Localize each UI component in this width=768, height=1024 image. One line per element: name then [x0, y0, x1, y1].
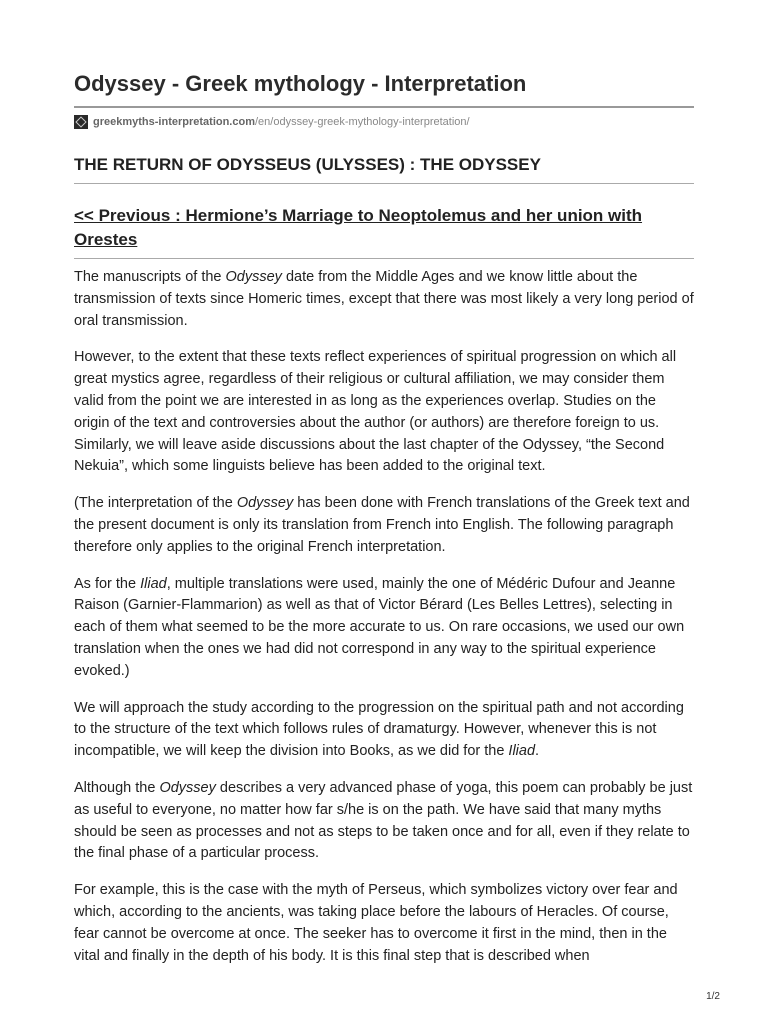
- paragraph-text: We will approach the study according to the progression on the spiritual path and not according to the structure of the text which follows rules of dramaturgy. However, whenever this is not incompatible, we will keep the division into Books, as we did for the: [74, 699, 684, 760]
- italic-title: Iliad: [140, 575, 167, 592]
- paragraph-text: , multiple translations were used, mainly the one of Médéric Dufour and Jeanne Raison (Garnier-Flammarion) as well as that of Victor Bérard (Les Belles Lettres), selecting in each of them what seemed to be the more accurate to us. On rare occasions, we used our own translation when the ones we had did not correspond in any way to the spiritual experience evoked.): [74, 575, 685, 679]
- body-text: [74, 267, 694, 967]
- source-path[interactable]: /en/odyssey-greek-mythology-interpretation/: [254, 116, 470, 128]
- italic-title: Odyssey: [236, 495, 294, 512]
- body-paragraph: [74, 267, 694, 332]
- body-paragraph: [74, 347, 694, 478]
- source-domain[interactable]: greekmyths-interpretation.com: [93, 116, 255, 128]
- paragraph-text: The manuscripts of the: [74, 269, 226, 285]
- body-paragraph: [74, 493, 694, 558]
- italic-title: Odyssey: [225, 269, 282, 285]
- italic-title: Odyssey: [159, 779, 216, 796]
- source-line[interactable]: [74, 113, 694, 131]
- paragraph-text: describes a very advanced phase of yoga, this poem can probably be just as useful to everyone, no matter how far s/he is on the path. We have said that many myths should be seen as processes and not as steps to be taken once and for all, even if they relate to the final phase of a particular process.: [74, 779, 693, 862]
- document-page: [74, 68, 694, 967]
- paragraph-text: As for the: [74, 575, 141, 592]
- body-paragraph: [74, 698, 694, 763]
- paragraph-text: has been done with French translations of the Greek text and the present document is only its translation from French into English. The following paragraph therefore only applies to the original French interpretation.: [74, 495, 690, 555]
- paragraph-text: However, to the extent that these texts reflect experiences of spiritual progression on which all great mystics agree, regardless of their religious or cultural affiliation, we may consider them valid from the point we are interested in as long as the experiences overlap. Studies on the origin of the text and controversies about the author (or authors) are therefore foreign to us. Similarly, we will leave aside discussions about the last chapter of the Odyssey, “the Second Nekuia”, which some linguists believe has been added to the original text.: [74, 349, 677, 475]
- body-paragraph: [74, 880, 694, 967]
- paragraph-text: .: [535, 743, 540, 760]
- page-title: Odyssey - Greek mythology - Interpretation: [74, 68, 694, 108]
- paragraph-text: (The interpretation of the: [74, 495, 237, 512]
- paragraph-text: Although the: [74, 779, 160, 796]
- previous-heading: [74, 204, 694, 259]
- italic-title: Iliad: [508, 743, 536, 760]
- site-favicon-icon: [74, 115, 88, 129]
- previous-link[interactable]: << Previous : Hermione’s Marriage to Neoptolemus and her union with Orestes: [74, 206, 643, 249]
- body-paragraph: [74, 778, 694, 865]
- section-heading: THE RETURN OF ODYSSEUS (ULYSSES) : THE ODYSSEY: [74, 153, 694, 184]
- page-indicator: 1/2: [706, 991, 720, 1002]
- body-paragraph: [74, 574, 694, 683]
- paragraph-text: For example, this is the case with the myth of Perseus, which symbolizes victory over fear and which, according to the ancients, was taking place before the labours of Heracles. Of course, fear cannot be overcome at once. The seeker has to overcome it first in the mind, then in the vital and finally in the depth of his body. It is this final step that is described when: [74, 882, 678, 964]
- paragraph-text: date from the Middle Ages and we know little about the transmission of texts since Homeric times, except that there was most likely a very long period of oral transmission.: [74, 269, 694, 329]
